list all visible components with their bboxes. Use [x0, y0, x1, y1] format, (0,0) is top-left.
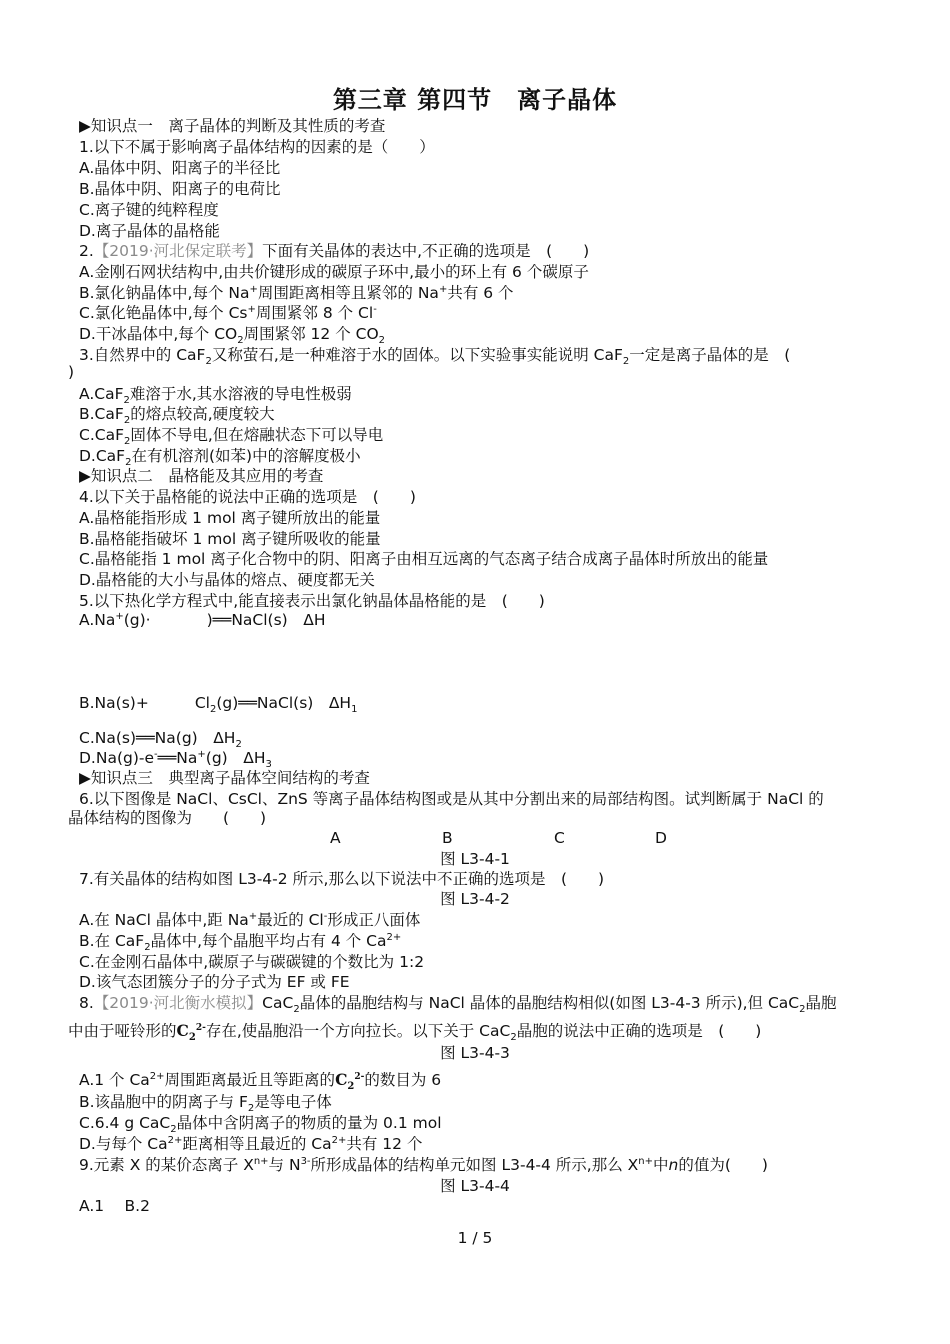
q4-option-a: A.晶格能指形成 1 mol 离子键所放出的能量 [79, 509, 381, 527]
q8-option-c: C.6.4 g CaC$_2$晶体中含阴离子的物质的量为 0.1 mol [79, 1114, 442, 1136]
q8-stem-line1: 8.【2019·河北衡水模拟】CaC$_2$晶体的晶胞结构与 NaCl 晶体的晶胞结构相似(如图 L3-4-3 所示),但 CaC$_2$晶胞 [79, 994, 837, 1016]
q7-option-d: D.该气态团簇分子的分子式为 EF 或 FE [79, 973, 350, 991]
q7-option-a: A.在 NaCl 晶体中,距 Na+最近的 Cl-形成正八面体 [79, 910, 421, 929]
label-b: B [442, 829, 453, 847]
page-number: 1 / 5 [457, 1229, 493, 1247]
q2-option-b: B.氯化钠晶体中,每个 Na+周围距离相等且紧邻的 Na+共有 6 个 [79, 283, 514, 302]
q8-option-b: B.该晶胞中的阴离子与 $F_2$是等电子体 [79, 1093, 332, 1115]
label-d: D [655, 829, 667, 847]
c2-dianion-formula: $C_2^{2-}$ [176, 1021, 206, 1044]
q5-option-b: $B.Na(s)+ Cl_2(g)══NaCl(s)$ $\Delta H_1$ [79, 694, 358, 716]
section-heading-1: ▶知识点一 离子晶体的判断及其性质的考查 [79, 117, 386, 135]
section-heading-3: ▶知识点三 典型离子晶体空间结构的考查 [79, 769, 370, 787]
q4-stem: 4.以下关于晶格能的说法中正确的选项是 ( ) [79, 488, 416, 506]
q8-option-d: D.与每个 $Ca^{2+}$距离相等且最近的 $Ca^{2+}$共有 12 个 [79, 1134, 423, 1153]
q3-option-b: B.CaF$_2$的熔点较高,硬度较大 [79, 405, 275, 427]
q1-option-c: C.离子键的纯粹程度 [79, 201, 219, 219]
q6-stem-line2: 晶体结构的图像为 ( ) [68, 809, 267, 827]
q4-option-b: B.晶格能指破坏 1 mol 离子键所吸收的能量 [79, 530, 381, 548]
q3-stem-line1: 3.自然界中的 CaF$_2$又称萤石,是一种难溶于水的固体。以下实验事实能说明 CaF$_2$一定是离子晶体的是 ( [79, 346, 791, 368]
label-c: C [554, 829, 565, 847]
q5-stem: 5.以下热化学方程式中,能直接表示出氯化钠晶体晶格能的是 ( ) [79, 592, 545, 610]
q3-option-d: D.CaF$_2$在有机溶剂(如苯)中的溶解度极小 [79, 447, 361, 469]
q9-options: A.1 B.2 [79, 1197, 150, 1215]
q3-option-a: A.CaF$_2$难溶于水,其水溶液的导电性极弱 [79, 385, 352, 407]
figure-caption-1: 图 L3-4-1 [440, 850, 510, 868]
q3-option-c: C.CaF$_2$固体不导电,但在熔融状态下可以导电 [79, 426, 384, 448]
q2-stem: 2.【2019·河北保定联考】下面有关晶体的表达中,不正确的选项是 ( ) [79, 242, 590, 260]
q5-option-d: D.Na(g)-e-══Na+(g) $\Delta H_3$ [79, 748, 272, 771]
q7-stem: 7.有关晶体的结构如图 L3-4-2 所示,那么以下说法中不正确的选项是 ( ) [79, 870, 605, 888]
q8-source: 【2019·河北衡水模拟】 [93, 994, 263, 1012]
label-a: A [330, 829, 341, 847]
q7-option-b: B.在 CaF$_2$晶体中,每个晶胞平均占有 4 个 $Ca^{2+}$ [79, 931, 402, 954]
q6-figure-labels [0, 828, 950, 848]
q2-source: 【2019·河北保定联考】 [93, 242, 263, 260]
q8-option-a: A.1 个 $Ca^{2+}$周围距离最近且等距离的$C_2^{2-}$的数目为 6 [79, 1070, 442, 1093]
q3-stem-line2: ) [68, 363, 75, 381]
q5-option-c: C.Na(s)══Na(g) $\Delta H_2$ [79, 729, 242, 751]
q1-option-d: D.离子晶体的晶格能 [79, 222, 220, 240]
q2-option-a: A.金刚石网状结构中,由共价键形成的碳原子环中,最小的环上有 6 个碳原子 [79, 263, 589, 281]
figure-caption-2: 图 L3-4-2 [440, 890, 510, 908]
q1-option-a: A.晶体中阴、阳离子的半径比 [79, 159, 281, 177]
q4-option-d: D.晶格能的大小与晶体的熔点、硬度都无关 [79, 571, 375, 589]
section-heading-2: ▶知识点二 晶格能及其应用的考查 [79, 467, 324, 485]
q2-option-d: D.干冰晶体中,每个 $CO_2$周围紧邻 12 个 $CO_2$ [79, 325, 386, 347]
q1-option-b: B.晶体中阴、阳离子的电荷比 [79, 180, 281, 198]
q4-option-c: C.晶格能指 1 mol 离子化合物中的阴、阳离子由相互远离的气态离子结合成离子晶体时所放出的能量 [79, 550, 769, 568]
q7-option-c: C.在金刚石晶体中,碳原子与碳碳键的个数比为 1:2 [79, 953, 425, 971]
figure-caption-3: 图 L3-4-3 [440, 1044, 510, 1062]
q6-stem-line1: 6.以下图像是 NaCl、CsCl、ZnS 等离子晶体结构图或是从其中分割出来的局部结构图。试判断属于 NaCl 的 [79, 790, 824, 808]
q1-stem: 1.以下不属于影响离子晶体结构的因素的是（ ） [79, 138, 435, 156]
page-title: 第三章 第四节 离子晶体 [332, 86, 618, 114]
q2-option-c: C.氯化铯晶体中,每个 Cs+周围紧邻 8 个 Cl- [79, 303, 377, 322]
figure-caption-4: 图 L3-4-4 [440, 1177, 510, 1195]
q5-option-a: A.Na+(g)· )══NaCl(s) ΔH [79, 610, 326, 629]
q9-stem: 9.元素 X 的某价态离子 $X^{n+}$与 $N^{3-}$所形成晶体的结构单元如图 L3-4-4 所示,那么 $X^{n+}$中n的值为( ) [79, 1155, 768, 1174]
c2-dianion-formula: $C_2^{2-}$ [335, 1070, 365, 1093]
q8-stem-line2: 中由于哑铃形的$C_2^{2-}$存在,使晶胞沿一个方向拉长。以下关于 CaC$_2$晶胞的说法中正确的选项是 ( ) [68, 1021, 762, 1044]
